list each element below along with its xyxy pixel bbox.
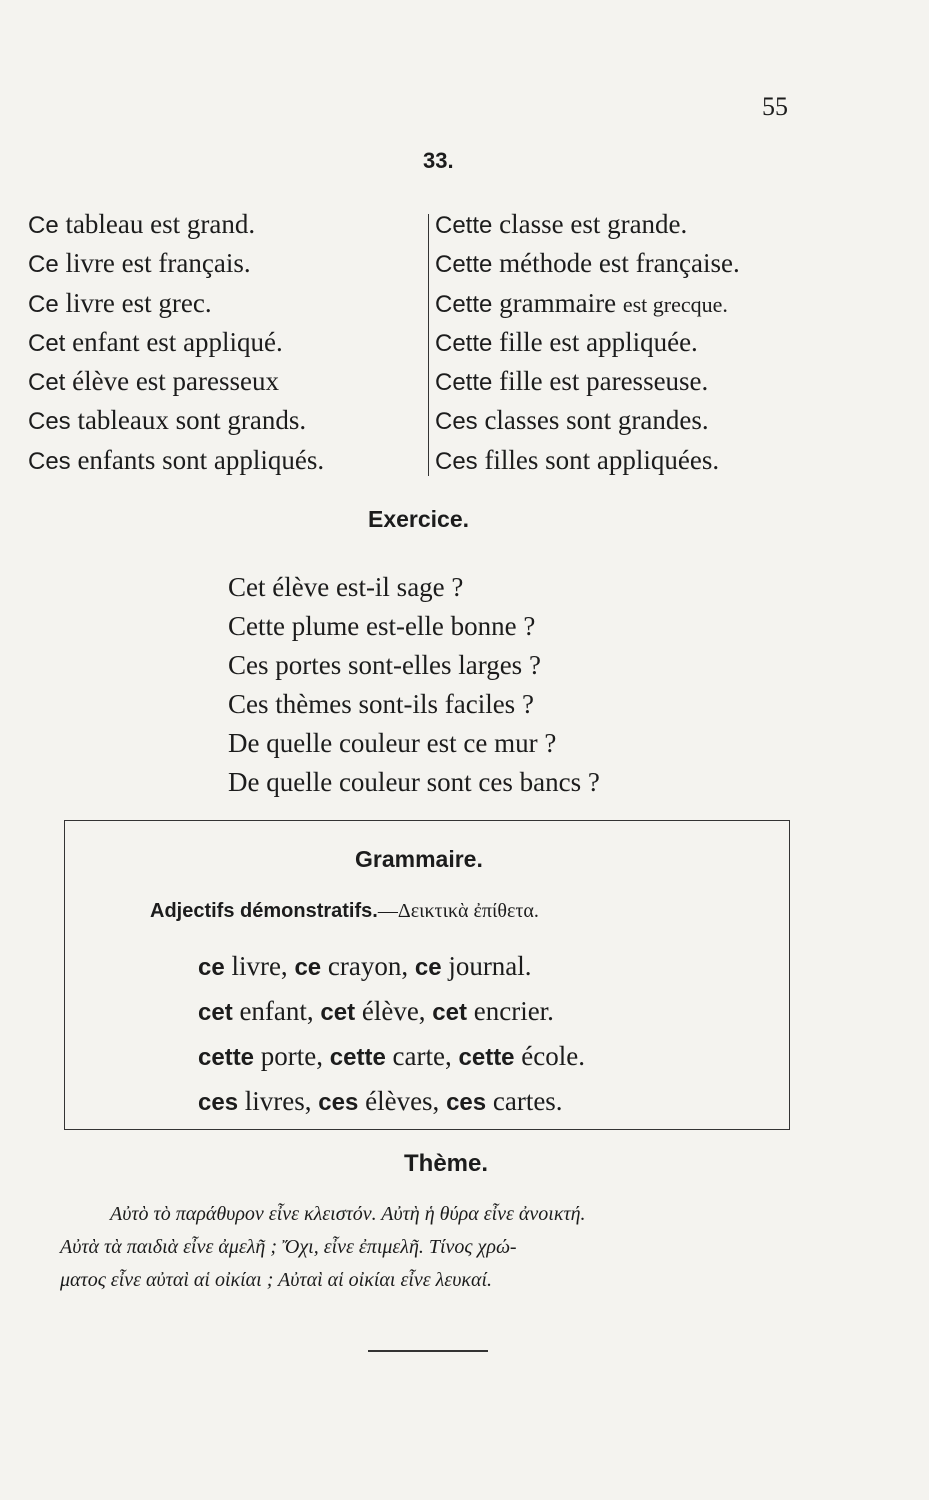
theme-heading: Thème. [404, 1150, 489, 1177]
table-row: Cette méthode est française. [435, 248, 740, 279]
column-divider [428, 214, 429, 476]
greek-line: ματος εἶνε αὐταὶ αἱ οἰκίαι ; Αὐταὶ αἱ οἰκίαι εἶνε λευκαί. [60, 1269, 493, 1291]
table-row: Cet enfant est appliqué. [28, 326, 283, 357]
table-row: Ces classes sont grandes. [435, 405, 709, 436]
table-row: Ces enfants sont appliqués. [28, 444, 325, 475]
grammar-row: ces livres, ces élèves, ces cartes. [198, 1086, 563, 1116]
list-item: Cet élève est-il sage ? [228, 572, 464, 602]
table-row: Cette grammaire est grecque. [435, 287, 728, 318]
page-number: 55 [762, 92, 788, 121]
table-row: Ces filles sont appliquées. [435, 444, 720, 475]
exercise-heading: Exercice. [368, 506, 470, 532]
grammar-row: ce livre, ce crayon, ce journal. [198, 951, 532, 981]
grammar-examples [198, 944, 585, 1124]
table-row: Ce tableau est grand. [28, 209, 256, 239]
table-row: Ce livre est grec. [28, 287, 212, 318]
grammar-row: cet enfant, cet élève, cet encrier. [198, 996, 554, 1026]
grammar-subtitle: Adjectifs démonstratifs.—Δεικτικὰ ἐπίθετα. [150, 900, 539, 922]
list-item: De quelle couleur sont ces bancs ? [228, 767, 600, 797]
exercise-list [228, 568, 600, 802]
greek-line: Αὐτὰ τὰ παιδιὰ εἶνε ἀμελῆ ; Ὄχι, εἶνε ἐπιμελῆ. Τίνος χρώ- [60, 1236, 517, 1258]
list-item: De quelle couleur est ce mur ? [228, 728, 557, 758]
list-item: Ces portes sont-elles larges ? [228, 650, 541, 680]
lesson-number: 33. [423, 148, 454, 173]
feminine-column [435, 205, 915, 480]
table-row: Cet élève est paresseux [28, 366, 280, 397]
list-item: Cette plume est-elle bonne ? [228, 611, 536, 641]
table-row: Cette fille est appliquée. [435, 326, 698, 357]
grammar-heading: Grammaire. [355, 846, 483, 872]
masculine-column [28, 205, 428, 480]
end-rule [368, 1350, 488, 1352]
table-row: Cette classe est grande. [435, 209, 688, 239]
greek-line: Αὐτὸ τὸ παράθυρον εἶνε κλειστόν. Αὐτὴ ἡ θύρα εἶνε ἀνοικτή. [110, 1203, 586, 1225]
table-row: Cette fille est paresseuse. [435, 366, 709, 397]
grammar-row: cette porte, cette carte, cette école. [198, 1041, 585, 1071]
list-item: Ces thèmes sont-ils faciles ? [228, 689, 534, 719]
table-row: Ce livre est français. [28, 248, 251, 279]
table-row: Ces tableaux sont grands. [28, 405, 307, 436]
